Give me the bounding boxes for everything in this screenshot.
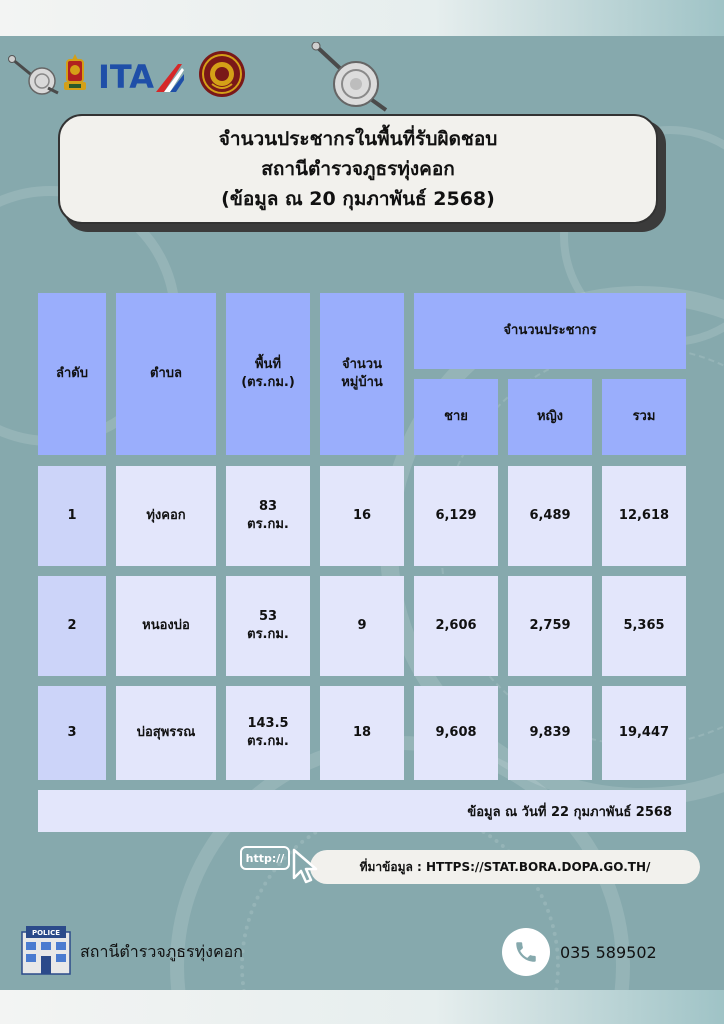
phone-number: 035 589502 [560, 942, 657, 962]
ita-logo [98, 58, 184, 94]
ita-logo-text: ITA [98, 58, 155, 94]
table-cell-female: 9,839 [508, 686, 592, 780]
header-total: รวม [602, 379, 686, 455]
header-area: พื้นที่ (ตร.กม.) [226, 293, 310, 455]
page-subtitle-station: สถานีตำรวจภูธรทุ่งคอก [261, 158, 455, 180]
table-cell-total: 5,365 [602, 576, 686, 676]
header-villages: จำนวน หมู่บ้าน [320, 293, 404, 455]
header-order: ลำดับ [38, 293, 106, 455]
table-cell-male: 6,129 [414, 466, 498, 566]
table-footer-note: ข้อมูล ณ วันที่ 22 กุมภาพันธ์ 2568 [38, 790, 686, 832]
table-cell-male: 2,606 [414, 576, 498, 676]
bottom-gradient-strip [0, 990, 724, 1024]
ceremonial-wand-logo [8, 55, 60, 95]
station-name: สถานีตำรวจภูธรทุ่งคอก [80, 941, 243, 961]
page-title: จำนวนประชากรในพื้นที่รับผิดชอบ [218, 128, 498, 150]
table-cell-area: 143.5 ตร.กม. [226, 686, 310, 780]
table-cell-order: 3 [38, 686, 106, 780]
table-cell-area: 53 ตร.กม. [226, 576, 310, 676]
header-subdistrict: ตำบล [116, 293, 216, 455]
header-female: หญิง [508, 379, 592, 455]
table-cell-total: 12,618 [602, 466, 686, 566]
police-emblem-logo [198, 50, 246, 98]
page-subtitle-date: (ข้อมูล ณ 20 กุมภาพันธ์ 2568) [221, 188, 495, 210]
ceremonial-wand-logo [310, 42, 390, 114]
table-cell-order: 1 [38, 466, 106, 566]
table-cell-female: 6,489 [508, 466, 592, 566]
table-cell-female: 2,759 [508, 576, 592, 676]
table-cell-total: 19,447 [602, 686, 686, 780]
table-cell-male: 9,608 [414, 686, 498, 780]
phone-button[interactable] [502, 928, 550, 976]
table-cell-subdistrict: หนองบ่อ [116, 576, 216, 676]
police-station-icon [18, 926, 74, 976]
royal-emblem-logo [60, 52, 90, 94]
table-cell-villages: 16 [320, 466, 404, 566]
police-sign-text: POLICE [31, 929, 61, 937]
table-cell-subdistrict: บ่อสุพรรณ [116, 686, 216, 780]
header-male: ชาย [414, 379, 498, 455]
phone-icon [513, 939, 539, 965]
table-cell-subdistrict: ทุ่งคอก [116, 466, 216, 566]
http-badge: http:// [240, 846, 290, 870]
table-cell-villages: 9 [320, 576, 404, 676]
table-cell-area: 83 ตร.กม. [226, 466, 310, 566]
cursor-pointer-icon [290, 848, 320, 886]
title-box [58, 114, 658, 224]
table-cell-villages: 18 [320, 686, 404, 780]
top-gradient-strip [0, 0, 724, 36]
header-population: จำนวนประชากร [414, 293, 686, 369]
source-link[interactable]: ที่มาข้อมูล : HTTPS://STAT.BORA.DOPA.GO.TH/ [310, 850, 700, 884]
table-cell-order: 2 [38, 576, 106, 676]
